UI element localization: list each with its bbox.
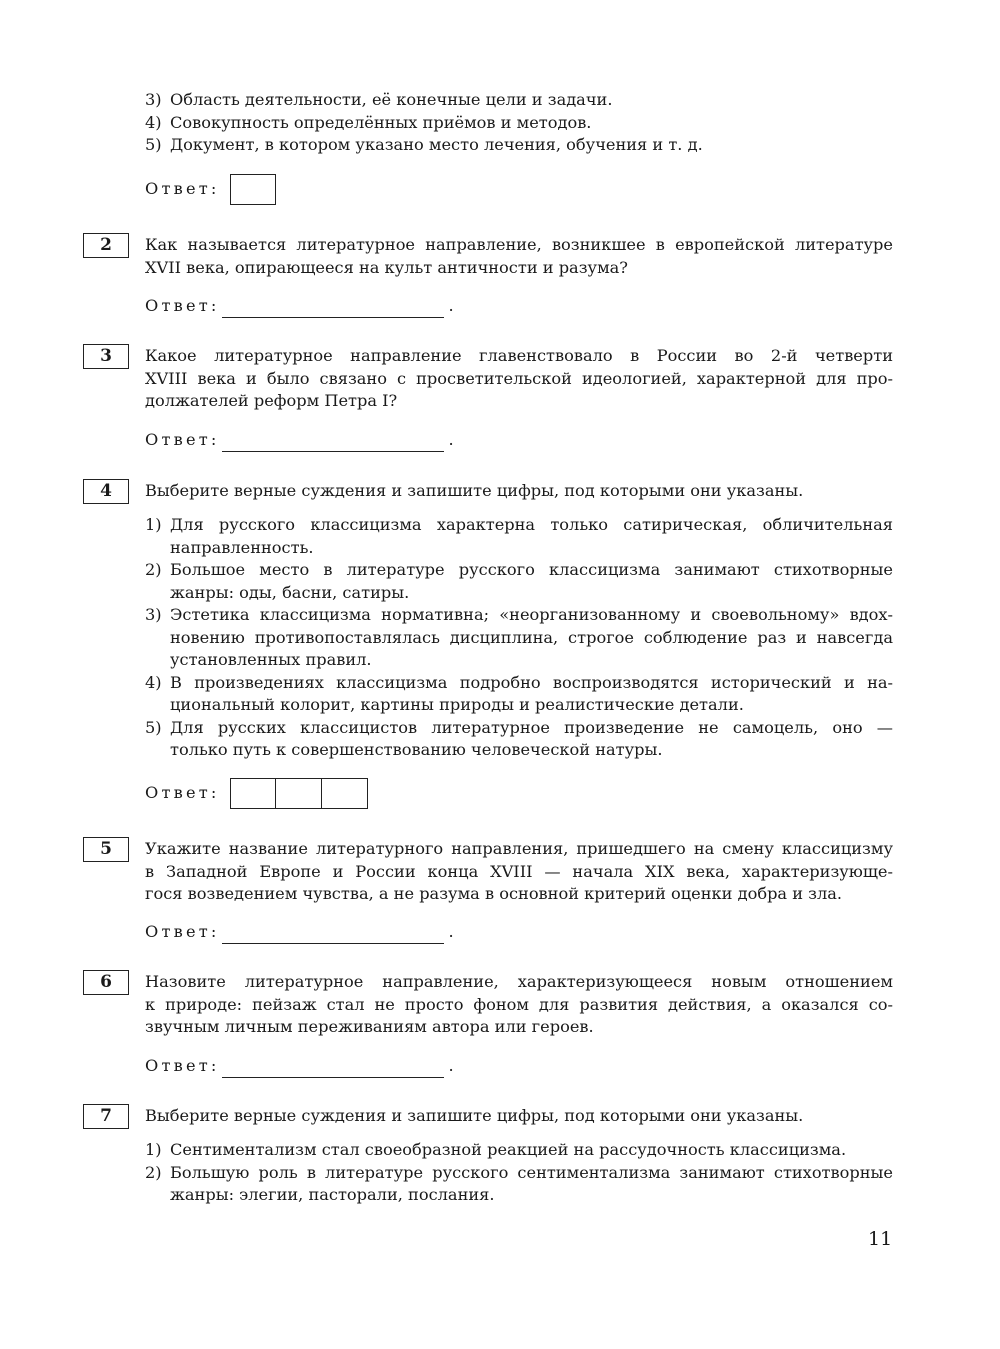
- answer-label: Ответ:: [145, 1056, 220, 1075]
- answer-label: Ответ:: [145, 430, 220, 449]
- q1-answer: [145, 174, 276, 205]
- answer-cells: [230, 174, 276, 205]
- q2-text: [145, 234, 893, 279]
- q7-option-2: 2) Большую роль в литературе русского сентиментализма занимают стихотворные жанры: элегии, пасторали, послания.: [145, 1162, 893, 1204]
- answer-label: Ответ:: [145, 922, 220, 941]
- page-number: 11: [868, 1228, 893, 1250]
- q7-text: [145, 1105, 893, 1128]
- q4-option-5: 5) Для русских классицистов литературное произведение не самоцель, оно — только путь к совершенствованию человеческой натуры.: [145, 717, 893, 759]
- answer-line[interactable]: [222, 925, 444, 944]
- q2-answer: [145, 295, 454, 318]
- answer-cell[interactable]: [322, 778, 368, 809]
- answer-cell[interactable]: [230, 778, 276, 809]
- answer-label: Ответ:: [145, 296, 220, 315]
- q3-line-3: должателей реформ Петра I?: [145, 391, 398, 410]
- question-number-4: 4: [83, 479, 129, 504]
- q6-line-1: Назовите литературное направление, характеризующееся новым отношением: [145, 972, 893, 991]
- answer-dot: .: [448, 430, 454, 449]
- answer-label: Ответ:: [145, 179, 220, 199]
- q4-option-1: 1) Для русского классицизма характерна только сатирическая, обличительная направленность.: [145, 515, 893, 557]
- question-number-3: 3: [83, 344, 129, 369]
- answer-cells: [230, 778, 368, 809]
- q5-line-2: в Западной Европе и России конца XVIII — начала XIX века, характеризующе-: [145, 861, 893, 881]
- q4-option-4: 4) В произведениях классицизма подробно воспроизводятся исторический и на- циональный колорит, картины природы и реалистические детали.: [145, 672, 893, 714]
- q5-answer: [145, 921, 454, 944]
- q3-line-2: XVIII века и было связано с просветительской идеологией, характерной для про-: [145, 368, 893, 388]
- q3-line-1: Какое литературное направление главенствовало в России во 2-й четверти: [145, 346, 893, 365]
- q3-text: [145, 345, 893, 413]
- q7-options: [145, 1139, 893, 1207]
- q4-option-3: 3) Эстетика классицизма нормативна; «неорганизованному и своевольному» вдох- новению противопоставлялась дисциплина, строгое соблюдение раз и навсегда установленных правил.: [145, 605, 893, 669]
- q1-options: [145, 89, 893, 157]
- q6-line-3: звучным личным переживаниям автора или героев.: [145, 1017, 594, 1036]
- q7-option-1: 1) Сентиментализм стал своеобразной реакцией на рассудочность классицизма.: [145, 1140, 847, 1159]
- question-number-6: 6: [83, 970, 129, 995]
- q6-answer: [145, 1055, 454, 1078]
- q6-line-2: к природе: пейзаж стал не просто фоном для развития действия, а оказался со-: [145, 994, 893, 1014]
- question-number-7: 7: [83, 1104, 129, 1129]
- answer-cell[interactable]: [276, 778, 322, 809]
- answer-dot: .: [448, 922, 454, 941]
- q1-option-4: 4) Совокупность определённых приёмов и методов.: [145, 112, 592, 132]
- q1-option-5: 5) Документ, в котором указано место лечения, обучения и т. д.: [145, 135, 703, 154]
- question-number-5: 5: [83, 837, 129, 862]
- q4-prompt: Выберите верные суждения и запишите цифры, под которыми они указаны.: [145, 481, 804, 500]
- q4-option-2: 2) Большое место в литературе русского классицизма занимают стихотворные жанры: оды, басни, сатиры.: [145, 560, 893, 602]
- answer-line[interactable]: [222, 299, 444, 318]
- answer-label: Ответ:: [145, 783, 220, 803]
- q4-text: [145, 480, 893, 503]
- answer-dot: .: [448, 1056, 454, 1075]
- q6-text: [145, 971, 893, 1039]
- answer-cell[interactable]: [230, 174, 276, 205]
- q5-line-3: гося возведением чувства, а не разума в основной критерий оценки добра и зла.: [145, 884, 843, 903]
- question-number-2: 2: [83, 233, 129, 258]
- q2-line-2: XVII века, опирающееся на культ античности и разума?: [145, 257, 628, 277]
- q7-prompt: Выберите верные суждения и запишите цифры, под которыми они указаны.: [145, 1106, 804, 1125]
- answer-line[interactable]: [222, 1059, 444, 1078]
- q5-text: [145, 838, 893, 906]
- answer-dot: .: [448, 296, 454, 315]
- q4-answer: [145, 778, 368, 809]
- q3-answer: [145, 429, 454, 452]
- q4-options: [145, 514, 893, 762]
- answer-line[interactable]: [222, 433, 444, 452]
- q1-option-3: 3) Область деятельности, её конечные цели и задачи.: [145, 90, 613, 109]
- q2-line-1: Как называется литературное направление, возникшее в европейской литературе: [145, 235, 893, 254]
- q5-line-1: Укажите название литературного направления, пришедшего на смену классицизму: [145, 839, 893, 858]
